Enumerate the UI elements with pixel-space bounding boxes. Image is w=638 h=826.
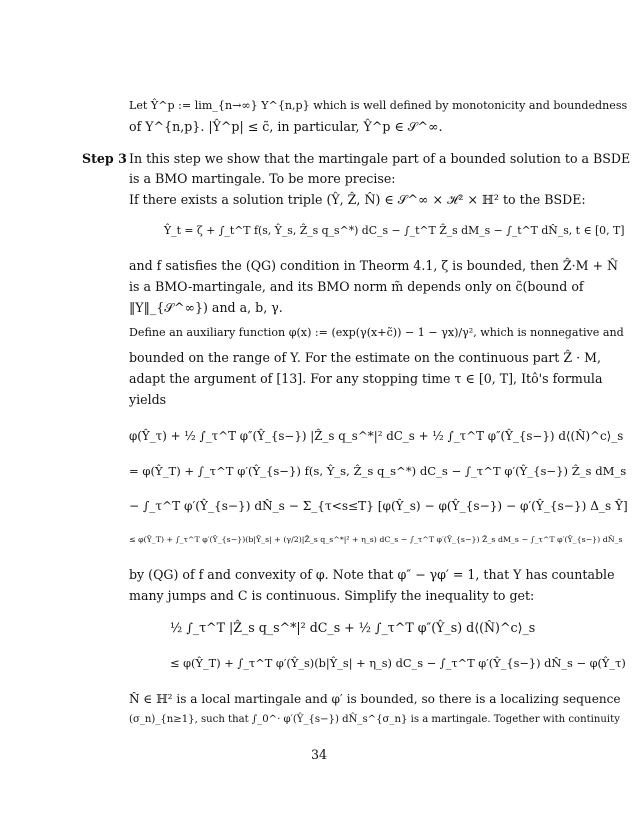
equation: = φ(Ŷ_T) + ∫_τ^T φ′(Ŷ_{s−}) f(s, Ŷ_s, Ẑ_s q_s^*) dC_s − ∫_τ^T φ′(Ŷ_{s−}) Ẑ_s dM_s — [129, 464, 627, 478]
equation: φ(Ŷ_τ) + ½ ∫_τ^T φ″(Ŷ_{s−}) |Ẑ_s q_s^*|² dC_s + ½ ∫_τ^T φ″(Ŷ_{s−}) d⟨(N̂)^c⟩_s — [129, 429, 624, 443]
page-number: 34 — [310, 747, 328, 762]
text-line: is a BMO-martingale, and its BMO norm m̃ depends only on c̃(bound of — [129, 279, 584, 294]
text-line: If there exists a solution triple (Ŷ, Ẑ, N̂) ∈ 𝒮^∞ × ℋ² × ℍ² to the BSDE: — [129, 192, 586, 207]
text-line: bounded on the range of Y. For the estimate on the continuous part Ẑ · M, — [129, 350, 601, 365]
text-line: yields — [129, 392, 167, 407]
text-line: In this step we show that the martingale part of a bounded solution to a BSDE — [129, 151, 631, 166]
equation: ≤ φ(Ŷ_T) + ∫_τ^T φ′(Ŷ_{s−})(b|Ŷ_s| + (γ/2)|Ẑ_s q_s^*|² + η_s) dC_s − ∫_τ^T φ′(Ŷ_{s−}) Ẑ_s dM_s − ∫_τ^T φ′(Ŷ_{s−}) dN̂_s — [129, 535, 623, 544]
text-line: ‖Y‖_{𝒮^∞}) and a, b, γ. — [129, 300, 283, 315]
equation: Ŷ_t = ζ + ∫_t^T f(s, Ŷ_s, Ẑ_s q_s^*) dC_s − ∫_t^T Ẑ_s dM_s − ∫_t^T dN̂_s, t ∈ [0, T] — [164, 224, 625, 237]
text-line: of Y^{n,p}. |Ŷ^p| ≤ c̃, in particular, Ŷ^p ∈ 𝒮^∞. — [129, 119, 443, 134]
text-line: Define an auxiliary function φ(x) := (exp(γ(x+c̃)) − 1 − γx)/γ², which is nonnegative and — [129, 326, 624, 339]
text-line: is a BMO martingale. To be more precise: — [129, 171, 396, 186]
equation: ≤ φ(Ŷ_T) + ∫_τ^T φ′(Ŷ_s)(b|Ŷ_s| + η_s) dC_s − ∫_τ^T φ′(Ŷ_{s−}) dN̂_s − φ(Ŷ_τ) — [170, 656, 626, 670]
equation: − ∫_τ^T φ′(Ŷ_{s−}) dN̂_s − Σ_{τ<s≤T} [φ(Ŷ_s) − φ(Ŷ_{s−}) − φ′(Ŷ_{s−}) Δ_s Ŷ] — [129, 499, 628, 513]
text-line: by (QG) of f and convexity of φ. Note that φ″ − γφ′ = 1, that Y has countable — [129, 567, 615, 582]
text-line: (σ_n)_{n≥1}, such that ∫_0^· φ′(Ŷ_{s−}) dN̂_s^{σ_n} is a martingale. Together with continuity — [129, 714, 620, 725]
step-label: Step 3 — [82, 151, 127, 166]
text-line: Let Ŷ^p := lim_{n→∞} Y^{n,p} which is well defined by monotonicity and boundedness — [129, 99, 628, 112]
text-line: many jumps and C is continuous. Simplify the inequality to get: — [129, 588, 535, 603]
text-line: and f satisfies the (QG) condition in Theorm 4.1, ζ is bounded, then Ẑ·M + N̂ — [129, 258, 619, 273]
text-line: adapt the argument of [13]. For any stopping time τ ∈ [0, T], Itô's formula — [129, 371, 603, 386]
equation: ½ ∫_τ^T |Ẑ_s q_s^*|² dC_s + ½ ∫_τ^T φ″(Ŷ_s) d⟨(N̂)^c⟩_s — [170, 620, 536, 635]
text-line: N̂ ∈ ℍ² is a local martingale and φ′ is bounded, so there is a localizing sequence — [129, 692, 621, 706]
